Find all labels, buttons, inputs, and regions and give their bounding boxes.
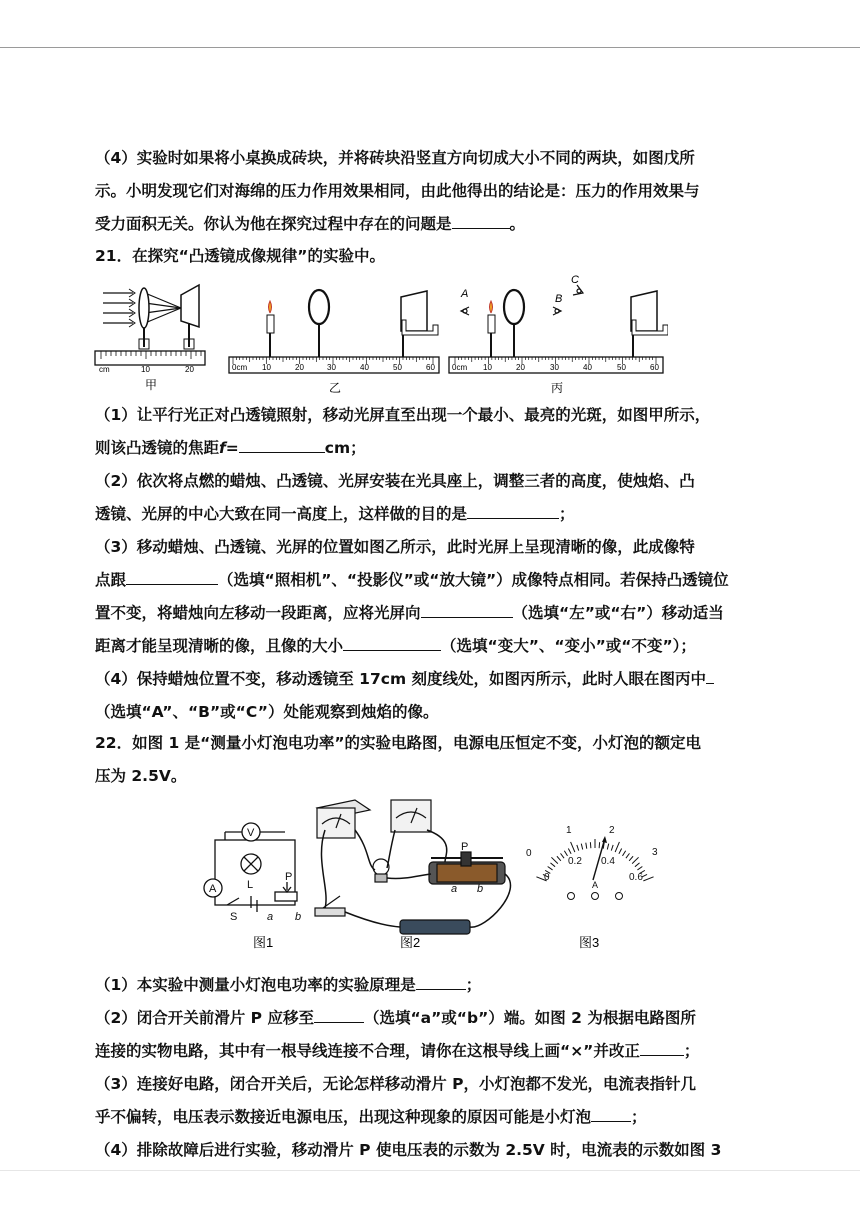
q20-part4 — [95, 142, 775, 241]
q22-p3-end: ； — [631, 1108, 647, 1126]
caption-fig1: 图1 — [253, 935, 274, 950]
yi-ocm-label: 0cm — [232, 363, 248, 372]
q22-p3-line1: （3）连接好电路，闭合开关后，无论怎样移动滑片 P，小灯泡都不发光，电流表指针几 — [95, 1075, 697, 1093]
label-S: S — [230, 911, 238, 923]
bing-tick-50: 50 — [617, 363, 626, 372]
figure-jia — [95, 285, 205, 392]
eye-A-icon — [461, 307, 469, 315]
bing-caption: 丙 — [551, 381, 564, 395]
q20-line2: 示。小明发现它们对海绵的压力作用效果相同，由此他得出的结论是：压力的作用效果与 — [95, 182, 700, 200]
dial-pointer-label: A — [592, 880, 599, 890]
eye-C-icon — [573, 285, 583, 295]
label-a: a — [267, 911, 274, 923]
q22-p2-text-c: 连接的实物电路，其中有一根导线连接不合理，请你在这根导线上画“×”并改正 — [95, 1042, 640, 1060]
dial-top-3: 3 — [652, 847, 658, 858]
caption-fig3: 图3 — [579, 935, 600, 950]
answer-blank[interactable] — [421, 599, 513, 618]
q22-p1 — [95, 969, 775, 1002]
fig2-label-P: P — [461, 841, 469, 853]
optics-figures — [93, 275, 668, 400]
q22-p2-line2 — [95, 1035, 775, 1068]
answer-blank[interactable] — [343, 632, 441, 651]
answer-blank[interactable] — [452, 210, 510, 229]
bing-tick-60: 60 — [650, 363, 659, 372]
yi-tick-40: 40 — [360, 363, 369, 372]
label-V: V — [247, 827, 255, 839]
q20-line3 — [95, 208, 775, 241]
fig2-label-b: b — [477, 883, 484, 895]
jia-caption: 甲 — [145, 378, 158, 392]
q21-parts — [95, 399, 775, 729]
fig2-label-a: a — [451, 883, 458, 895]
q22-title-line2: 压为 2.5V。 — [95, 767, 187, 785]
q21-p3-text-a: 点跟 — [95, 571, 127, 589]
figure-bing — [449, 275, 668, 395]
q21-p1-line2 — [95, 432, 775, 465]
q20-line3-end: 。 — [509, 215, 526, 233]
q22-p2-text-b: （选填“a”或“b”）端。如图 2 为根据电路图所 — [363, 1009, 696, 1027]
q20-line1: （4）实验时如果将小桌换成砖块，并将砖块沿竖直方向切成大小不同的两块，如图戊所 — [95, 149, 695, 167]
battery-device — [400, 920, 470, 934]
point-C-label: C — [571, 275, 579, 286]
q21-p4-line1 — [95, 663, 775, 696]
dial-top-2: 2 — [609, 825, 615, 836]
answer-blank[interactable] — [706, 665, 714, 684]
bing-tick-30: 30 — [550, 363, 559, 372]
q22-p1-text: （1）本实验中测量小灯泡电功率的实验原理是 — [95, 976, 416, 994]
q21-p4-text: （4）保持蜡烛位置不变，移动透镜至 17cm 刻度线处，如图丙所示，此时人眼在图丙中 — [95, 670, 706, 688]
bing-tick-40: 40 — [583, 363, 592, 372]
q22-p3-line2 — [95, 1101, 775, 1134]
q21-p1-unit: cm； — [324, 439, 366, 457]
q21-p2-line2 — [95, 498, 775, 531]
terminal-3 — [616, 893, 623, 900]
terminal-negative — [568, 893, 575, 900]
point-B-label: B — [555, 293, 563, 305]
q21-p1-line1: （1）让平行光正对凸透镜照射，移动光屏直至出现一个最小、最亮的光斑，如图甲所示， — [95, 406, 711, 424]
figure-yi — [229, 290, 439, 395]
voltmeter-device — [391, 800, 431, 832]
point-A-label: A — [461, 288, 469, 300]
eye-B-icon — [553, 307, 561, 315]
q21-p4-line2: （选填“A”、“B”或“C”）处能观察到烛焰的像。 — [95, 703, 439, 721]
yi-tick-20: 20 — [295, 363, 304, 372]
label-P: P — [285, 871, 293, 883]
jia-cm-label: cm — [99, 365, 110, 374]
page-bottom-rule — [0, 1170, 860, 1171]
dial-top-zero: 0 — [526, 848, 532, 859]
label-L: L — [247, 879, 254, 891]
q22-p1-end: ； — [465, 976, 482, 994]
q22-title — [95, 727, 775, 793]
q21-p2-text: 透镜、光屏的中心大致在同一高度上，这样做的目的是 — [95, 505, 468, 523]
answer-blank[interactable] — [467, 500, 559, 519]
bing-tick-10: 10 — [483, 363, 492, 372]
dial-bottom-0.6: 0.6 — [629, 872, 643, 883]
label-b: b — [295, 911, 302, 923]
q21-p3-text-e: 距离才能呈现清晰的像，且像的大小 — [95, 637, 344, 655]
dial-bottom-0.4: 0.4 — [601, 856, 615, 867]
q22-parts — [95, 969, 775, 1167]
q21-p3-text-d: （选填“左”或“右”）移动适当 — [512, 604, 724, 622]
jia-tick-20: 20 — [185, 365, 194, 374]
q22-p2-text-a: （2）闭合开关前滑片 P 应移至 — [95, 1009, 314, 1027]
bing-ocm-label: 0cm — [452, 363, 468, 372]
q22-p2-line1 — [95, 1002, 775, 1035]
yi-tick-50: 50 — [393, 363, 402, 372]
focal-symbol: f= — [219, 439, 239, 457]
page-top-rule — [0, 47, 860, 48]
answer-blank[interactable] — [591, 1103, 631, 1122]
yi-tick-60: 60 — [426, 363, 435, 372]
switch-device — [315, 908, 345, 916]
dial-top-1: 1 — [566, 825, 572, 836]
caption-fig2: 图2 — [400, 935, 421, 950]
answer-blank[interactable] — [416, 971, 466, 990]
q21-p3-line3 — [95, 597, 775, 630]
terminal-0-6 — [592, 893, 599, 900]
q21-p2-line1: （2）依次将点燃的蜡烛、凸透镜、光屏安装在光具座上，调整三者的高度，使烛焰、凸 — [95, 472, 695, 490]
answer-blank[interactable] — [239, 434, 325, 453]
circuit-figures — [195, 790, 675, 950]
jia-tick-10: 10 — [141, 365, 150, 374]
q22-p2-end: ； — [683, 1042, 700, 1060]
dial-bottom-0.2: 0.2 — [568, 856, 582, 867]
figure-2-physical — [315, 800, 510, 934]
q21-p3-line4 — [95, 630, 775, 663]
q21-title: 21．在探究“凸透镜成像规律”的实验中。 — [95, 247, 385, 265]
answer-blank[interactable] — [314, 1004, 364, 1023]
figure-1-labels — [209, 827, 301, 923]
dial-bottom-0: 0 — [544, 872, 550, 883]
q21-p3-text-b: （选填“照相机”、“投影仪”或“放大镜”）成像特点相同。若保持凸透镜位 — [218, 571, 729, 589]
q21-p3-text-c: 置不变，将蜡烛向左移动一段距离，应将光屏向 — [95, 604, 421, 622]
q22-p3-text: 乎不偏转，电压表示数接近电源电压，出现这种现象的原因可能是小灯泡 — [95, 1108, 592, 1126]
label-A: A — [209, 883, 217, 895]
q21-p2-end: ； — [559, 505, 575, 523]
q21-p3-line1: （3）移动蜡烛、凸透镜、光屏的位置如图乙所示，此时光屏上呈现清晰的像，此成像特 — [95, 538, 695, 556]
yi-caption: 乙 — [329, 381, 342, 395]
yi-tick-10: 10 — [262, 363, 271, 372]
q21-p3-text-f: （选填“变大”、“变小”或“不变”）； — [441, 637, 696, 655]
q20-line3-text: 受力面积无关。你认为他在探究过程中存在的问题是 — [95, 215, 452, 233]
q22-title-line1: 22．如图 1 是“测量小灯泡电功率”的实验电路图，电源电压恒定不变，小灯泡的额定电 — [95, 734, 702, 752]
yi-tick-30: 30 — [327, 363, 336, 372]
q22-p4-line1: （4）排除故障后进行实验，移动滑片 P 使电压表的示数为 2.5V 时，电流表的示数如图 3 — [95, 1141, 722, 1159]
bing-tick-20: 20 — [516, 363, 525, 372]
answer-blank[interactable] — [640, 1037, 684, 1056]
q21-p1-text: 则该凸透镜的焦距 — [95, 439, 220, 457]
q21-p3-line2 — [95, 564, 775, 597]
answer-blank[interactable] — [126, 566, 218, 585]
